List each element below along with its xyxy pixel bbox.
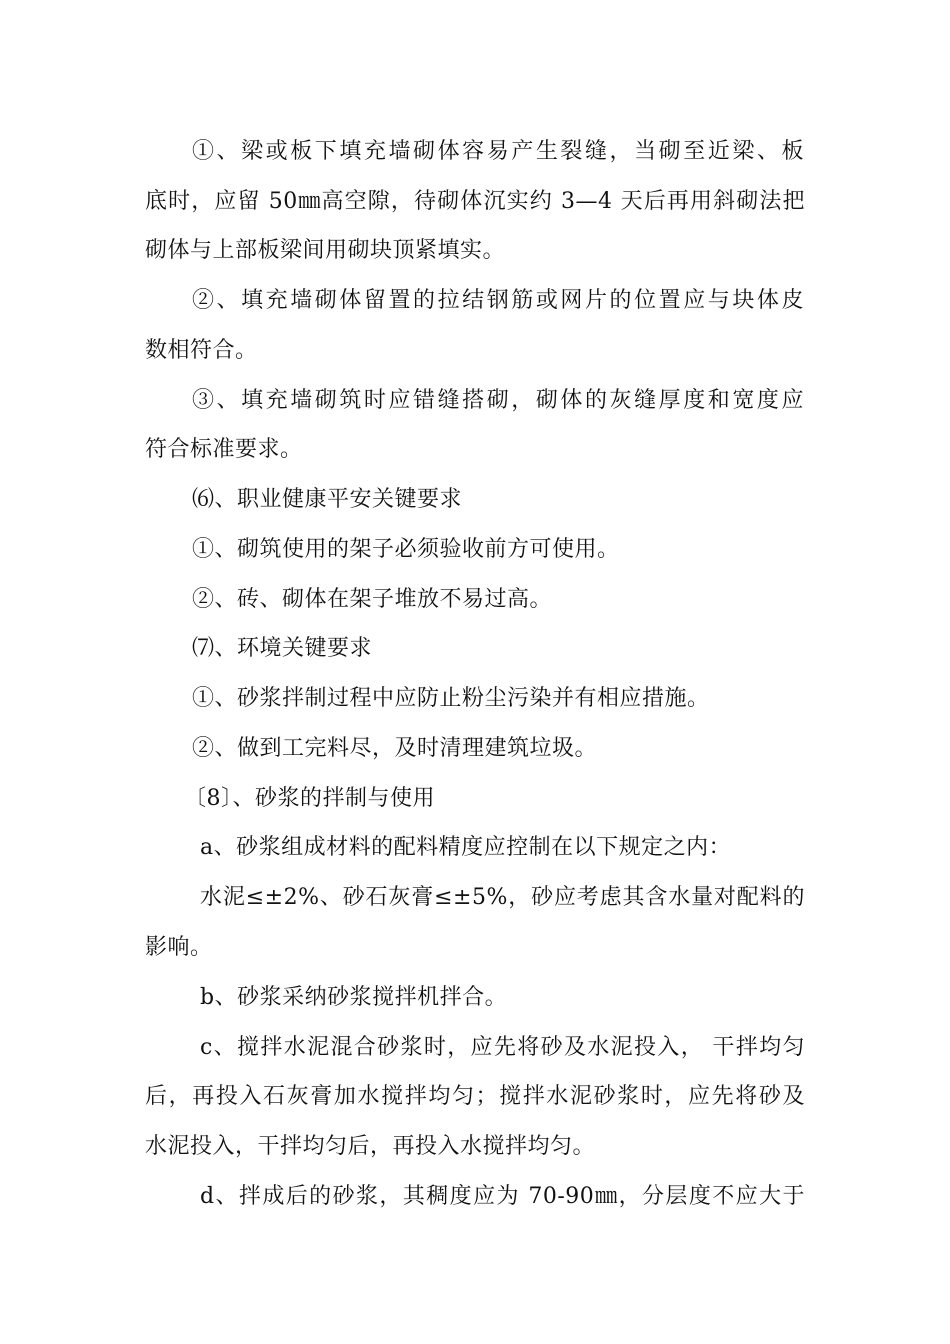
paragraph-line: 水泥投入，干拌均匀后，再投入水搅拌均匀。 <box>145 1134 596 1159</box>
paragraph-line: d、拌成后的砂浆，其稠度应为 70-90㎜，分层度不应大于 <box>200 1184 805 1209</box>
paragraph-line: ①、砌筑使用的架子必须验收前方可使用。 <box>192 537 620 562</box>
paragraph-line: ②、做到工完料尽，及时清理建筑垃圾。 <box>192 736 598 761</box>
paragraph-line: 砌体与上部板梁间用砌块顶紧填实。 <box>145 238 506 263</box>
paragraph-line: 底时，应留 50㎜高空隙，待砌体沉实约 3—4 天后再用斜砌法把 <box>145 189 805 214</box>
paragraph-line: 符合标准要求。 <box>145 437 303 462</box>
section-heading: ⑺、环境关键要求 <box>192 636 373 661</box>
paragraph-line: 水泥≤±2%、砂石灰膏≤±5%，砂应考虑其含水量对配料的 <box>200 885 805 910</box>
paragraph-line: 后，再投入石灰膏加水搅拌均匀；搅拌水泥砂浆时，应先将砂及 <box>145 1084 805 1109</box>
paragraph-line: 影响。 <box>145 935 213 960</box>
paragraph-line: 数相符合。 <box>145 338 258 363</box>
paragraph-line: ②、填充墙砌体留置的拉结钢筋或网片的位置应与块体皮 <box>192 288 804 313</box>
paragraph-line: ③、填充墙砌筑时应错缝搭砌，砌体的灰缝厚度和宽度应 <box>192 388 804 413</box>
section-heading: 〔8〕、砂浆的拌制与使用 <box>184 786 435 811</box>
paragraph-line: b、砂浆采纳砂浆搅拌机拌合。 <box>200 985 508 1010</box>
paragraph-line: a、砂浆组成材料的配料精度应控制在以下规定之内： <box>200 835 732 860</box>
paragraph-line: ①、梁或板下填充墙砌体容易产生裂缝，当砌至近梁、板 <box>192 139 804 164</box>
section-heading: ⑹、职业健康平安关键要求 <box>192 487 463 512</box>
paragraph-line: ②、砖、砌体在架子堆放不易过高。 <box>192 587 553 612</box>
paragraph-line: ①、砂浆拌制过程中应防止粉尘污染并有相应措施。 <box>192 686 710 711</box>
paragraph-line: c、搅拌水泥混合砂浆时，应先将砂及水泥投入， 干拌均匀 <box>200 1035 805 1060</box>
